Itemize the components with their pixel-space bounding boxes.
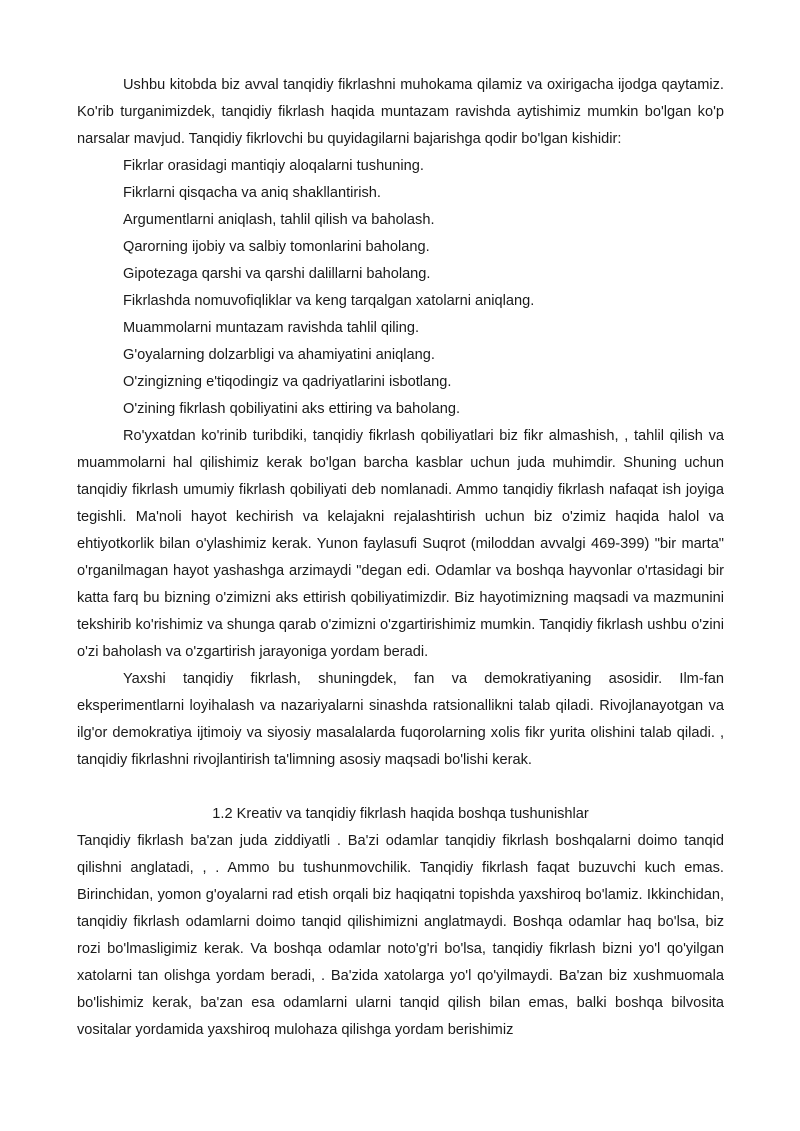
list-item: Qarorning ijobiy va salbiy tomonlarini baholang.: [123, 239, 430, 255]
list-item: Fikrlashda nomuvofiqliklar va keng tarqalgan xatolarni aniqlang.: [123, 293, 535, 309]
intro-paragraph: Ushbu kitobda biz avval tanqidiy fikrlashni muhokama qilamiz va oxirigacha ijodga qaytamiz. Ko'rib turganimizdek, tanqidiy fikrlash haqida muntazam ravishda aytishimiz mumkin bo'lgan ko'p narsalar mavjud. Tanqidiy fikrlovchi bu quyidagilarni bajarishga qodir bo'lgan kishidir:: [77, 77, 724, 147]
body-paragraph-3: Yaxshi tanqidiy fikrlash, shuningdek, fan va demokratiyaning asosidir. Ilm-fan eksperimentlarni loyihalash va nazariyalarni sinashda ratsionallikni talab qiladi. Rivojlanayotgan va ilg'or demokratiya ijtimoiy va siyosiy masalalarda fuqorolarning xolis fikr yurita olishini talab qiladi. , tanqidiy fikrlashni rivojlantirish ta'limning asosiy maqsadi bo'lishi kerak.: [77, 671, 724, 768]
body-paragraph-4: Tanqidiy fikrlash ba'zan juda ziddiyatli . Ba'zi odamlar tanqidiy fikrlash boshqalarni doimo tanqid qilishni anglatadi, , . Ammo bu tushunmovchilik. Tanqidiy fikrlash faqat buzuvchi kuch emas. Birinchidan, yomon g'oyalarni rad etish orqali biz haqiqatni topishda yaxshiroq bo'lamiz. Ikkinchidan, tanqidiy fikrlash odamlarni doimo tanqid qilishimizni anglatmaydi. Boshqa odamlar haq bo'lsa, biz rozi bo'lmasligimiz kerak. Va boshqa odamlar noto'g'ri bo'lsa, tanqidiy fikrlash bizni yo'l qo'yilgan xatolarni tan olishga yordam beradi, . Ba'zida xatolarga yo'l qo'yilmaydi. Ba'zan biz xushmuomala bo'lishimiz kerak, ba'zan esa odamlarni ularni tanqid qilish bilan emas, balki boshqa bilvosita vositalar yordamida yaxshiroq mulohaza qilishga yordam berishimiz: [77, 833, 724, 1038]
list-item: Fikrlarni qisqacha va aniq shakllantirish.: [123, 185, 381, 201]
list-item: Gipotezaga qarshi va qarshi dalillarni baholang.: [123, 266, 431, 282]
list-item: Muammolarni muntazam ravishda tahlil qiling.: [123, 320, 420, 336]
blank-line: [77, 774, 724, 801]
section-heading: 1.2 Kreativ va tanqidiy fikrlash haqida boshqa tushunishlar: [212, 806, 589, 822]
list-item: Fikrlar orasidagi mantiqiy aloqalarni tushuning.: [123, 158, 424, 174]
list-item: O'zingizning e'tiqodingiz va qadriyatlarini isbotlang.: [123, 374, 452, 390]
list-item: Argumentlarni aniqlash, tahlil qilish va baholash.: [123, 212, 435, 228]
skills-list: [77, 153, 724, 423]
body-paragraph-2: Ro'yxatdan ko'rinib turibdiki, tanqidiy fikrlash qobiliyatlari biz fikr almashish, , tahlil qilish va muammolarni hal qilishimiz kerak bo'lgan barcha kasblar uchun juda muhimdir. Shuning uchun tanqidiy fikrlash umumiy fikrlash qobiliyati deb nomlanadi. Ammo tanqidiy fikrlash nafaqat ish joyiga tegishli. Ma'noli hayot kechirish va kelajakni rejalashtirish uchun biz o'zimiz haqida halol va ehtiyotkorlik bilan o'ylashimiz kerak. Yunon faylasufi Suqrot (miloddan avvalgi 469-399) "bir marta" o'rganilmagan hayot yashashga arzimaydi "degan edi. Odamlar va boshqa hayvonlar o'rtasidagi bir katta farq bu bizning o'zimizni aks ettirish qobiliyatimizdir. Biz hayotimizning maqsadi va mazmunini tekshirib ko'rishimiz va shunga qarab o'zimizni o'zgartirishimiz mumkin. Tanqidiy fikrlash ushbu o'zini o'zi baholash va o'zgartirish jarayoniga yordam beradi.: [77, 428, 724, 660]
document-page: [77, 72, 724, 1044]
list-item: G'oyalarning dolzarbligi va ahamiyatini aniqlang.: [123, 347, 435, 363]
list-item: O'zining fikrlash qobiliyatini aks ettiring va baholang.: [123, 401, 461, 417]
